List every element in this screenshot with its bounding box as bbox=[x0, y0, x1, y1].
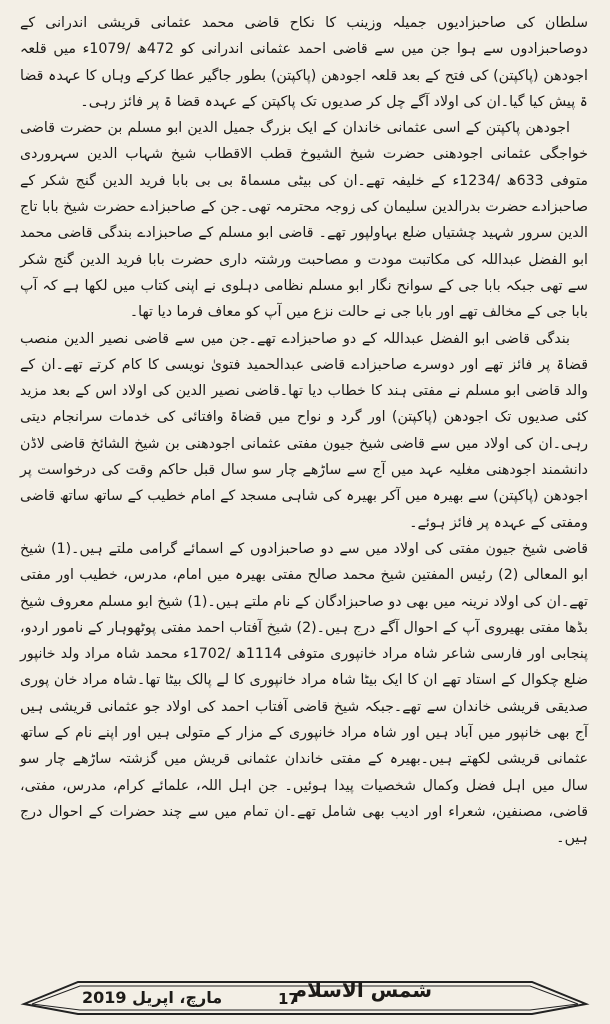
paragraph-2: اجودھن پاکپتن کے اسی عثمانی خاندان کے ایک بزرگ جمیل الدین ابو مسلم بن حضرت قاضی خواجگی عثمانی اجودھنی حضرت شیخ الشیوخ قطب الاقطاب شیخ شہاب الدین سہروردی متوفی 633ھ /1234ء کے خلیفہ تھے۔ان کی بیٹی مسماۃ بی بی بابا فرید الدین گنج شکر کے صاحبزادے حضرت بدرالدین سلیمان کی زوجہ محترمہ تھی۔جن کے صاحبزادے حضرت شیخ بابا تاج الدین سرور شہید چشتیاں ضلع بہاولپور تھے۔ قاضی ابو مسلم کے صاحبزادے بندگی قاضی محمد ابو الفضل عبداللہ کی مکاتبت مودت و مصاحبت ورشتہ داری حضرت بابا فرید الدین گنج شکر سے تھی جبکہ بابا جی کے سوانح نگار ابو مسلم نظامی دہلوی نے اپنی کتاب میں لکھا ہے کہ آپ بابا جی کے مخالف تھے اور بابا جی نے حالت نزع میں آپ کو معاف فرما دیا تھا۔ bbox=[20, 120, 589, 321]
article-body bbox=[20, 10, 588, 852]
paragraph-3: بندگی قاضی ابو الفضل عبداللہ کے دو صاحبزادے تھے۔جن میں سے قاضی نصیر الدین منصب قضاۃ پر فائز تھے اور دوسرے صاحبزادے قاضی عبدالحمید فتویٰ نویسی کا کام کرتے تھے۔ان کے والد قاضی ابو مسلم نے مفتی ہند کا خطاب دیا تھا۔قاضی نصیر الدین کی اولاد اس کے بعد مزید کئی صدیوں تک اجودھن (پاکپتن) اور گرد و نواح میں قضاۃ وافتائی کی خدمات سرانجام دیتی رہی۔ان کی اولاد میں سے قاضی شیخ جیون مفتی عثمانی اجودھنی بن شیخ الشائخ قاضی لاڈن دانشمند اجودھنی مغلیہ عہد میں آج سے ساڑھے چار سو سال قبل حاکم وقت کی درخواست پر اجودھن (پاکپتن) سے بھیرہ میں آکر بھیرہ کی شاہی مسجد کے امام خطیب کے ساتھ ساتھ قاضی ومفتی کے عہدہ پر فائز ہوئے۔ bbox=[20, 330, 588, 531]
issue-date: مارچ، اپریل 2019 bbox=[82, 988, 223, 1007]
page-footer bbox=[18, 974, 592, 1018]
paragraph-1: سلطان کی صاحبزادیوں جمیلہ وزینب کا نکاح قاضی محمد عثمانی قریشی اندرانی کے دوصاحبزادوں سے ہوا جن میں سے قاضی احمد عثمانی اندرانی کو 472ھ /1079ء میں قلعہ اجودھن (پاکپتن) کی فتح کے بعد قلعہ اجودھن (پاکپتن) بطور جاگیر عطا کرکے وہاں کا عہدہ قضا ۃ پیش کیا گیا۔ان کی اولاد آگے چل کر صدیوں تک پاکپتن کے عہدہ قضا ۃ پر فائز رہی۔ bbox=[20, 15, 588, 110]
page-number: 17 bbox=[278, 990, 299, 1008]
paragraph-4: قاضی شیخ جیون مفتی کی اولاد میں سے دو صاحبزادوں کے اسمائے گرامی ملتے ہیں۔(1) شیخ ابو المعالی (2) رئیس المفتین شیخ محمد صالح مفتی بھیرہ میں امام، مدرس، خطیب اور مفتی تھے۔ان کی اولاد نرینہ میں بھی دو صاحبزادگان کے نام ملتے ہیں۔(1) شیخ ابو مسلم معروف شیخ بڈھا مفتی بھیروی آپ کے احوال آگے درج ہیں۔(2) شیخ آفتاب احمد مفتی پوٹھوہار کے نامور اردو، پنجابی اور فارسی شاعر شاہ مراد خانپوری متوفی 1114ھ /1702ء محمد شاہ مراد ولد خانپور ضلع چکوال کے استاد تھے ان کا ایک بیٹا شاہ مراد خانپوری کا لے پالک بیٹا تھا۔شاہ مراد خان پوری صدیقی قریشی خاندان سے تھے۔جبکہ شیخ قاضی آفتاب احمد کی اولاد جو عثمانی قریشی ہیں آج بھی خانپور میں آباد ہیں اور شاہ مراد خانپوری کے مزار کے متولی ہیں اور اپنے نام کے ساتھ عثمانی قریشی لکھتے ہیں۔بھیرہ کے مفتی خاندان عثمانی قریش میں گزشتہ ساڑھے چار سو سال میں اہل فضل وکمال شخصیات پیدا ہوئیں۔ جن اہل اللہ، علمائے کرام، مدرس، مفتی، قاضی، مصنفین، شعراء اور ادیب بھی شامل تھے۔ان تمام میں سے چند حضرات کے احوال درج ہیں۔ bbox=[20, 540, 589, 847]
magazine-title: شمس الاسلام bbox=[292, 978, 432, 1002]
